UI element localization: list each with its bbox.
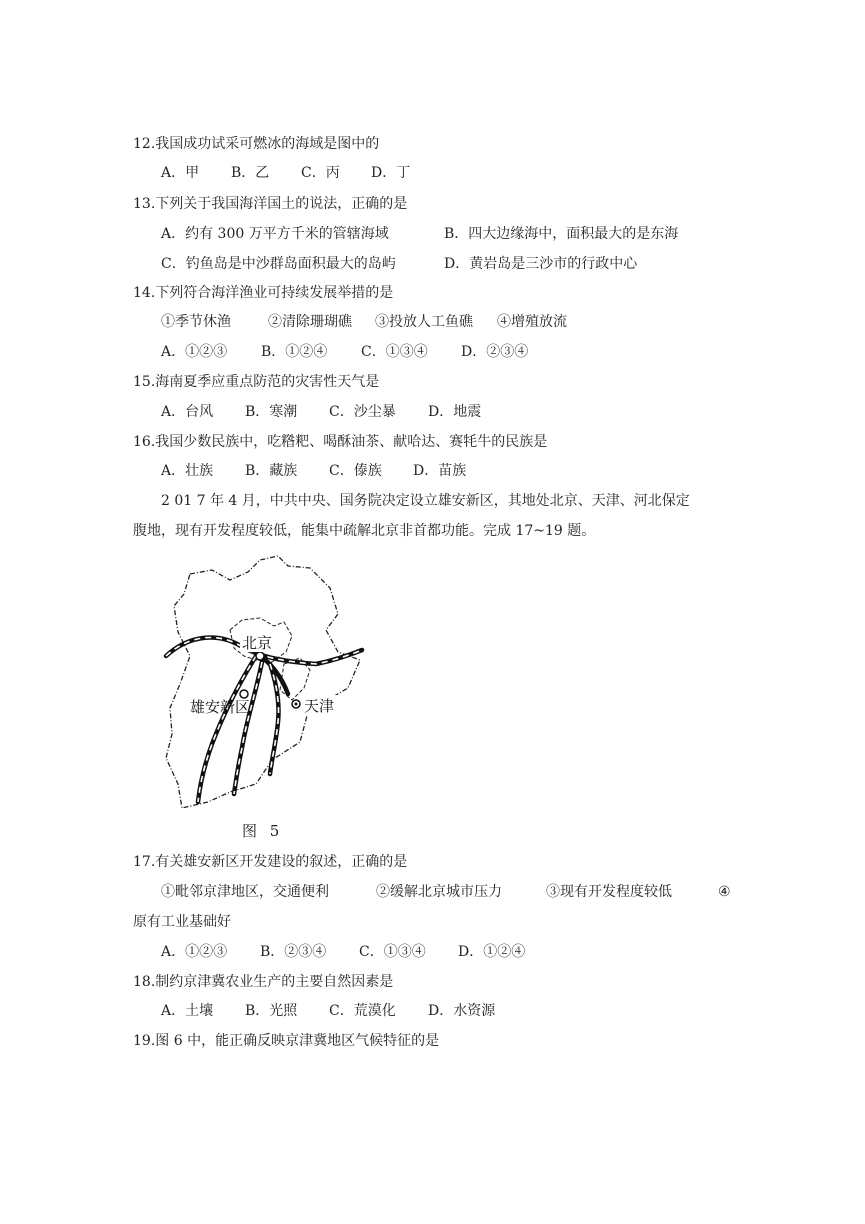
q19-stem: 19.图 6 中，能正确反映京津冀地区气候特征的是 (133, 1033, 440, 1049)
figure-caption: 图 5 (242, 822, 284, 840)
q14-item-2: ②清除珊瑚礁 (268, 314, 352, 330)
q13-stem: 13.下列关于我国海洋国土的说法，正确的是 (133, 196, 408, 212)
q15-stem: 15.海南夏季应重点防范的灾害性天气是 (133, 374, 380, 390)
q16-options (161, 461, 466, 481)
q16-stem: 16.我国少数民族中，吃糌粑、喝酥油茶、献哈达、赛牦牛的民族是 (133, 434, 548, 450)
q12-option-b: B．乙 (231, 165, 270, 181)
q12-option-d: D．丁 (371, 165, 411, 181)
q17-items-line2: 原有工业基础好 (133, 914, 231, 930)
q13-option-b: B．四大边缘海中，面积最大的是东海 (444, 226, 679, 242)
q17-items-line1 (161, 882, 731, 902)
q15-options (161, 402, 481, 422)
q15-option-d: D．地震 (428, 404, 482, 420)
q14-option-a: A．①②③ (161, 344, 228, 360)
q14-options (161, 342, 528, 362)
q17-stem: 17.有关雄安新区开发建设的叙述，正确的是 (133, 854, 408, 870)
q13-option-a: A．约有 300 万平方千米的管辖海域 (161, 226, 389, 242)
q17-option-a: A．①②③ (161, 944, 228, 960)
q15-option-b: B．寒潮 (245, 404, 298, 420)
q12-option-a: A．甲 (161, 165, 200, 181)
intro-line-2: 腹地，现有开发程度较低，能集中疏解北京非首都功能。完成 17~19 题。 (133, 523, 596, 539)
intro-line-1: 2 01 7 年 4 月，中共中央、国务院决定设立雄安新区，其地处北京、天津、河北保定 (161, 493, 690, 509)
q14-option-c: C．①③④ (361, 344, 428, 360)
q18-option-c: C．荒漠化 (329, 1003, 396, 1019)
q15-option-c: C．沙尘暴 (329, 404, 396, 420)
xiongan-marker (240, 690, 248, 698)
q18-option-a: A．土壤 (161, 1003, 214, 1019)
q16-option-c: C．傣族 (329, 463, 382, 479)
q16-option-a: A．壮族 (161, 463, 214, 479)
q13-option-d: D．黄岩岛是三沙市的行政中心 (444, 256, 638, 272)
q16-option-b: B．藏族 (245, 463, 298, 479)
tianjin-label: 天津 (304, 697, 335, 715)
q17-options (161, 942, 525, 962)
q13-option-c: C．钓鱼岛是中沙群岛面积最大的岛屿 (161, 256, 396, 272)
q14-item-4: ④增殖放流 (497, 314, 567, 330)
q18-option-b: B．光照 (245, 1003, 298, 1019)
xiongan-label: 雄安新区 (190, 698, 251, 716)
q13-options-row2 (161, 254, 637, 274)
q14-item-3: ③投放人工鱼礁 (375, 314, 473, 330)
q17-item-3: ③现有开发程度较低 (546, 884, 672, 900)
q17-item-2: ②缓解北京城市压力 (376, 884, 502, 900)
q14-stem: 14.下列符合海洋渔业可持续发展举措的是 (133, 285, 394, 301)
q12-stem: 12.我国成功试采可燃冰的海域是图中的 (133, 136, 380, 152)
jingjinji-map (160, 552, 370, 810)
q17-option-b: B．②③④ (260, 944, 327, 960)
q17-option-c: C．①③④ (359, 944, 426, 960)
q16-option-d: D．苗族 (413, 463, 467, 479)
q18-option-d: D．水资源 (428, 1003, 496, 1019)
q18-stem: 18.制约京津冀农业生产的主要自然因素是 (133, 974, 394, 990)
q14-option-d: D．②③④ (461, 344, 529, 360)
q12-option-c: C．丙 (301, 165, 340, 181)
q17-option-d: D．①②④ (458, 944, 526, 960)
q14-option-b: B．①②④ (261, 344, 328, 360)
q18-options (161, 1001, 495, 1021)
beijing-marker (256, 652, 264, 660)
q14-items (161, 312, 567, 332)
province-boundary (166, 556, 360, 808)
railway-lines (166, 638, 362, 802)
beijing-label: 北京 (242, 634, 273, 652)
q12-options (161, 163, 410, 183)
q15-option-a: A．台风 (161, 404, 214, 420)
q13-options-row1 (161, 224, 678, 244)
q17-item-1: ①毗邻京津地区，交通便利 (161, 884, 329, 900)
q17-item-4: ④ (718, 884, 731, 900)
q14-item-1: ①季节休渔 (161, 314, 231, 330)
map-svg (160, 552, 370, 810)
